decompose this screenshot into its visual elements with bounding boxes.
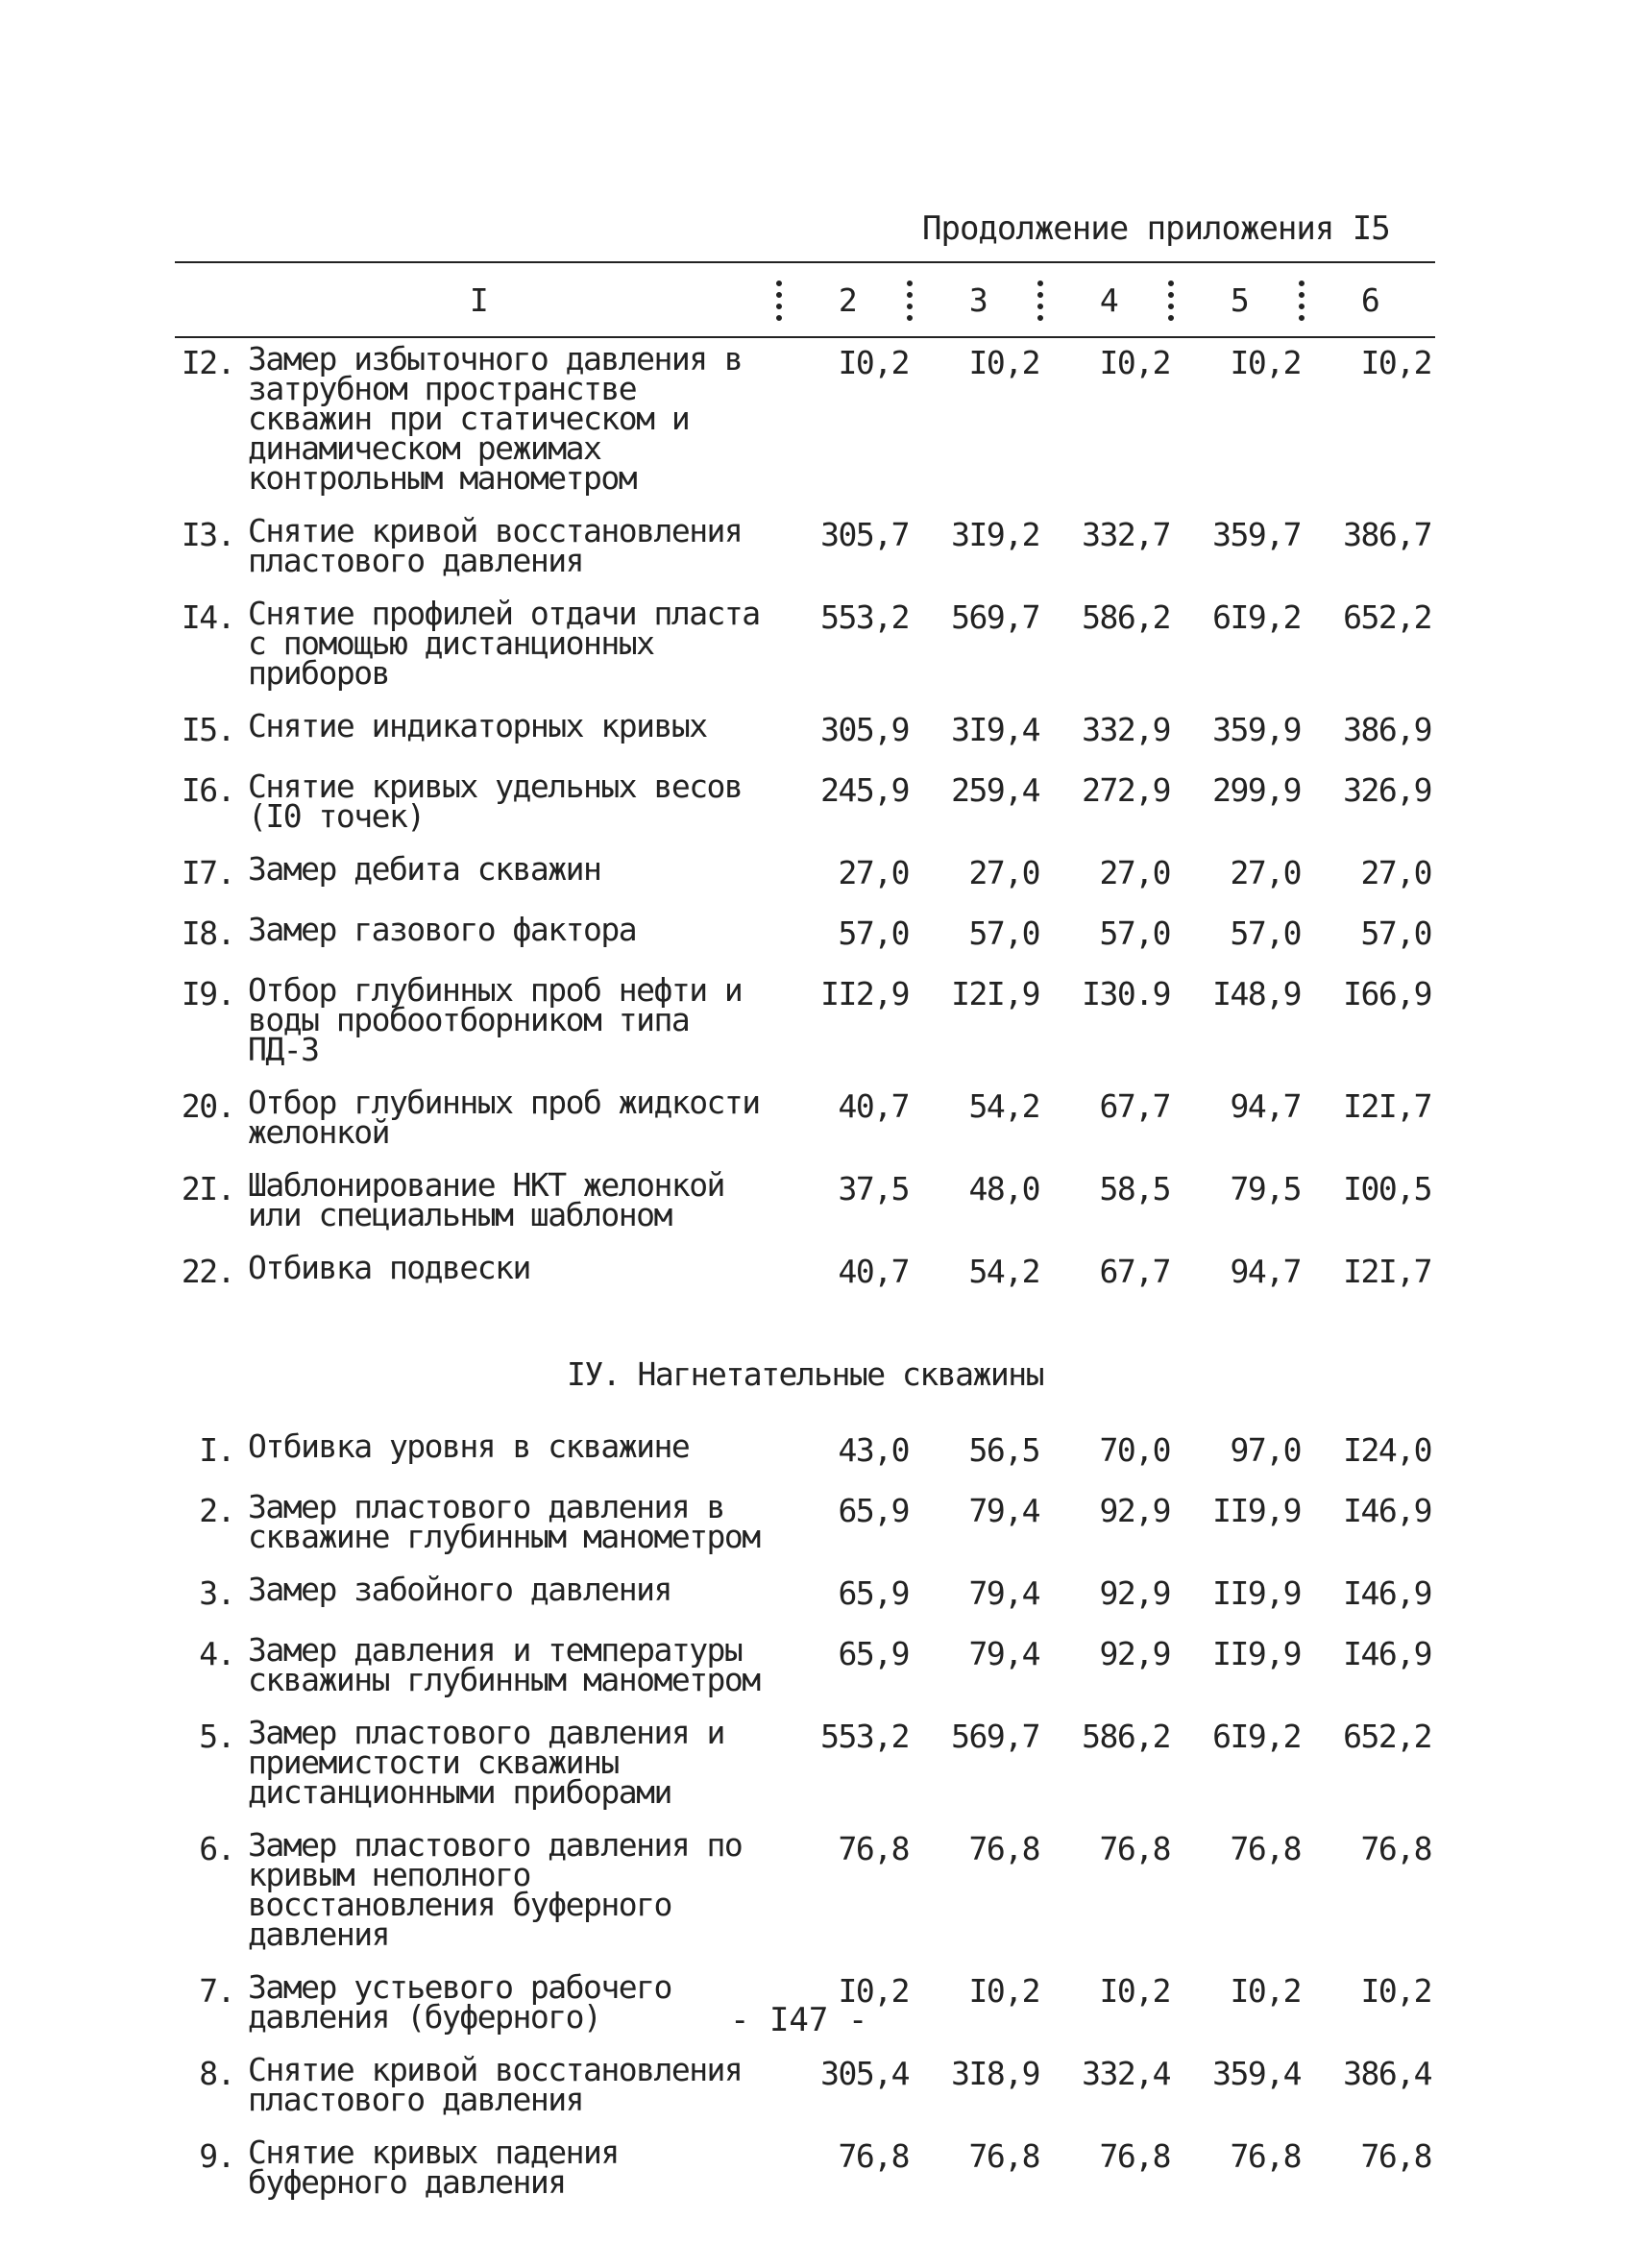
row-number: I5. [181,711,234,748]
row-value-col-5: 76,8 [1230,2137,1301,2175]
row-number: I. [199,1431,234,1469]
row-number: 2I. [181,1170,234,1207]
row-value-col-6: 76,8 [1360,1830,1431,1867]
row-number: 6. [199,1830,234,1867]
row-description: Замер пластового давления по кривым неполного восстановления буферного давления [248,1826,743,1953]
row-value-col-4: 76,8 [1099,2137,1170,2175]
row-value-col-4: 76,8 [1099,1830,1170,1867]
row-value-col-2: 245,9 [820,771,909,809]
section-1-body [175,337,1435,1307]
row-value-col-4: 67,7 [1099,1087,1170,1125]
row-value-col-6: 326,9 [1343,771,1431,809]
row-description: Отбор глубинных проб нефти и воды пробоотборником типа ПД-3 [248,971,743,1068]
row-value-col-5: I48,9 [1212,975,1301,1012]
row-value-col-6: I46,9 [1343,1574,1431,1612]
row-value-col-2: I0,2 [838,1972,909,2010]
table-row [175,1486,1435,1569]
row-value-col-4: I0,2 [1099,1972,1170,2010]
row-value-col-6: I0,2 [1360,344,1431,381]
row-number: I7. [181,854,234,891]
row-value-col-6: 386,4 [1343,2055,1431,2092]
row-value-col-2: II2,9 [820,975,909,1012]
continuation-heading: Продолжение приложения I5 [922,209,1390,248]
row-value-col-4: 92,9 [1099,1635,1170,1672]
row-value-col-2: 305,7 [820,516,909,553]
table-row [175,337,1435,510]
table-row [175,969,1435,1082]
row-number: 7. [199,1972,234,2010]
row-value-col-2: 76,8 [838,1830,909,1867]
table-row [175,1164,1435,1247]
header-row [175,262,1435,337]
row-description: Замер газового фактора [248,911,637,948]
row-description: Снятие кривых падения буферного давления [248,2134,619,2201]
row-value-col-5: 299,9 [1212,771,1301,809]
row-value-col-4: 332,7 [1082,516,1170,553]
row-value-col-4: I30.9 [1082,975,1170,1012]
row-value-col-6: I46,9 [1343,1635,1431,1672]
row-value-col-3: 569,7 [951,1718,1039,1755]
table-row [175,705,1435,766]
row-value-col-5: I0,2 [1230,1972,1301,2010]
row-number: I8. [181,915,234,952]
row-value-col-5: 94,7 [1230,1087,1301,1125]
row-value-col-6: I2I,7 [1343,1253,1431,1290]
row-value-col-3: 3I8,9 [951,2055,1039,2092]
row-value-col-4: 332,9 [1082,711,1170,748]
row-value-col-6: I2I,7 [1343,1087,1431,1125]
table-row [175,1569,1435,1629]
row-value-col-4: 272,9 [1082,771,1170,809]
row-description: Замер дебита скважин [248,850,601,888]
row-value-col-5: II9,9 [1212,1492,1301,1529]
row-value-col-5: 359,9 [1212,711,1301,748]
row-value-col-3: 48,0 [968,1170,1039,1207]
table-row [175,2132,1435,2214]
table-row [175,909,1435,969]
price-table [175,261,1435,2214]
row-number: 2. [199,1492,234,1529]
row-value-col-5: II9,9 [1212,1574,1301,1612]
row-description: Отбивка уровня в скважине [248,1427,690,1465]
row-number: I2. [181,344,234,381]
row-value-col-6: I46,9 [1343,1492,1431,1529]
row-value-col-3: 56,5 [968,1431,1039,1469]
table-row [175,1824,1435,1966]
row-value-col-4: 58,5 [1099,1170,1170,1207]
table-row [175,766,1435,848]
row-value-col-5: 27,0 [1230,854,1301,891]
row-description: Замер пластового давления в скважине глубинным манометром [248,1488,760,1555]
row-value-col-6: 57,0 [1360,915,1431,952]
row-number: 5. [199,1718,234,1755]
row-value-col-3: 54,2 [968,1087,1039,1125]
row-value-col-6: 386,9 [1343,711,1431,748]
row-value-col-5: 94,7 [1230,1253,1301,1290]
column-header-6: 6 [1305,262,1435,337]
table-row [175,1426,1435,1486]
row-value-col-2: 37,5 [838,1170,909,1207]
section-title: IУ. Нагнетательные скважины [567,1355,1043,1393]
row-value-col-6: 652,2 [1343,1718,1431,1755]
row-value-col-3: 259,4 [951,771,1039,809]
row-value-col-3: 27,0 [968,854,1039,891]
row-value-col-3: I0,2 [968,1972,1039,2010]
row-value-col-3: 569,7 [951,598,1039,636]
row-value-col-3: 3I9,2 [951,516,1039,553]
row-value-col-2: 40,7 [838,1253,909,1290]
row-value-col-2: 553,2 [820,598,909,636]
row-description: Отбор глубинных проб жидкости желонкой [248,1084,760,1151]
column-header-2: 2 [782,262,913,337]
row-value-col-3: 76,8 [968,1830,1039,1867]
table-row [175,510,1435,593]
row-value-col-2: 43,0 [838,1431,909,1469]
section-2-body [175,1426,1435,2214]
row-value-col-3: 76,8 [968,2137,1039,2175]
table-row [175,2049,1435,2132]
row-value-col-4: 57,0 [1099,915,1170,952]
row-value-col-2: 305,4 [820,2055,909,2092]
row-value-col-2: 305,9 [820,711,909,748]
row-number: I3. [181,516,234,553]
row-value-col-5: 6I9,2 [1212,598,1301,636]
table-row [175,1712,1435,1824]
row-value-col-3: 79,4 [968,1492,1039,1529]
row-value-col-3: 79,4 [968,1574,1039,1612]
row-description: Замер избыточного давления в затрубном пространстве скважин при статическом и динамическом режимах контрольным манометром [248,340,743,497]
row-description: Замер давления и температуры скважины глубинным манометром [248,1631,760,1698]
row-value-col-3: 79,4 [968,1635,1039,1672]
row-number: I6. [181,771,234,809]
row-value-col-6: I66,9 [1343,975,1431,1012]
row-number: 8. [199,2055,234,2092]
row-description: Снятие кривой восстановления пластового давления [248,512,743,579]
table-row [175,848,1435,909]
row-value-col-2: 553,2 [820,1718,909,1755]
row-description: Снятие профилей отдачи пласта с помощью дистанционных приборов [248,595,760,692]
row-value-col-5: 359,7 [1212,516,1301,553]
row-description: Отбивка подвески [248,1249,530,1286]
row-value-col-6: 652,2 [1343,598,1431,636]
row-value-col-5: 6I9,2 [1212,1718,1301,1755]
row-value-col-3: 57,0 [968,915,1039,952]
row-value-col-4: I0,2 [1099,344,1170,381]
column-header-4: 4 [1043,262,1174,337]
row-description: Снятие кривых удельных весов (I0 точек) [248,768,743,835]
row-value-col-4: 27,0 [1099,854,1170,891]
row-description: Замер пластового давления и приемистости скважины дистанционными приборами [248,1714,724,1811]
row-description: Снятие индикаторных кривых [248,707,707,744]
row-value-col-2: 76,8 [838,2137,909,2175]
table-row [175,1629,1435,1712]
row-value-col-5: I0,2 [1230,344,1301,381]
row-value-col-5: 76,8 [1230,1830,1301,1867]
row-number: 9. [199,2137,234,2175]
row-value-col-2: 40,7 [838,1087,909,1125]
page-number: - I47 - [730,2001,868,2039]
table-row [175,1247,1435,1307]
row-value-col-2: 27,0 [838,854,909,891]
row-value-col-5: II9,9 [1212,1635,1301,1672]
row-description: Шаблонирование НКТ желонкой или специальным шаблоном [248,1166,724,1233]
row-value-col-4: 586,2 [1082,598,1170,636]
row-value-col-5: 57,0 [1230,915,1301,952]
row-value-col-4: 586,2 [1082,1718,1170,1755]
column-header-1: I [175,262,782,337]
row-number: I4. [181,598,234,636]
row-number: 22. [181,1253,234,1290]
row-value-col-2: I0,2 [838,344,909,381]
row-value-col-6: 386,7 [1343,516,1431,553]
row-description: Замер забойного давления [248,1571,671,1608]
row-value-col-2: 65,9 [838,1492,909,1529]
row-value-col-6: I00,5 [1343,1170,1431,1207]
row-value-col-4: 332,4 [1082,2055,1170,2092]
row-value-col-5: 79,5 [1230,1170,1301,1207]
row-value-col-4: 92,9 [1099,1492,1170,1529]
table-row [175,1082,1435,1164]
row-value-col-6: I0,2 [1360,1972,1431,2010]
column-header-5: 5 [1174,262,1305,337]
row-value-col-3: I0,2 [968,344,1039,381]
row-value-col-5: 359,4 [1212,2055,1301,2092]
row-value-col-2: 65,9 [838,1635,909,1672]
row-description: Снятие кривой восстановления пластового давления [248,2051,743,2118]
row-value-col-4: 70,0 [1099,1431,1170,1469]
row-value-col-3: I2I,9 [951,975,1039,1012]
section-2-header [175,1307,1435,1426]
row-number: I9. [181,975,234,1012]
column-header-3: 3 [913,262,1043,337]
row-value-col-2: 57,0 [838,915,909,952]
row-value-col-4: 67,7 [1099,1253,1170,1290]
row-value-col-3: 3I9,4 [951,711,1039,748]
table-row [175,593,1435,705]
row-number: 3. [199,1574,234,1612]
row-number: 20. [181,1087,234,1125]
row-value-col-4: 92,9 [1099,1574,1170,1612]
row-value-col-6: I24,0 [1343,1431,1431,1469]
row-value-col-3: 54,2 [968,1253,1039,1290]
row-description: Замер устьевого рабочего давления (буферного) [248,1968,671,2036]
row-value-col-2: 65,9 [838,1574,909,1612]
row-number: 4. [199,1635,234,1672]
row-value-col-6: 27,0 [1360,854,1431,891]
row-value-col-5: 97,0 [1230,1431,1301,1469]
row-value-col-6: 76,8 [1360,2137,1431,2175]
